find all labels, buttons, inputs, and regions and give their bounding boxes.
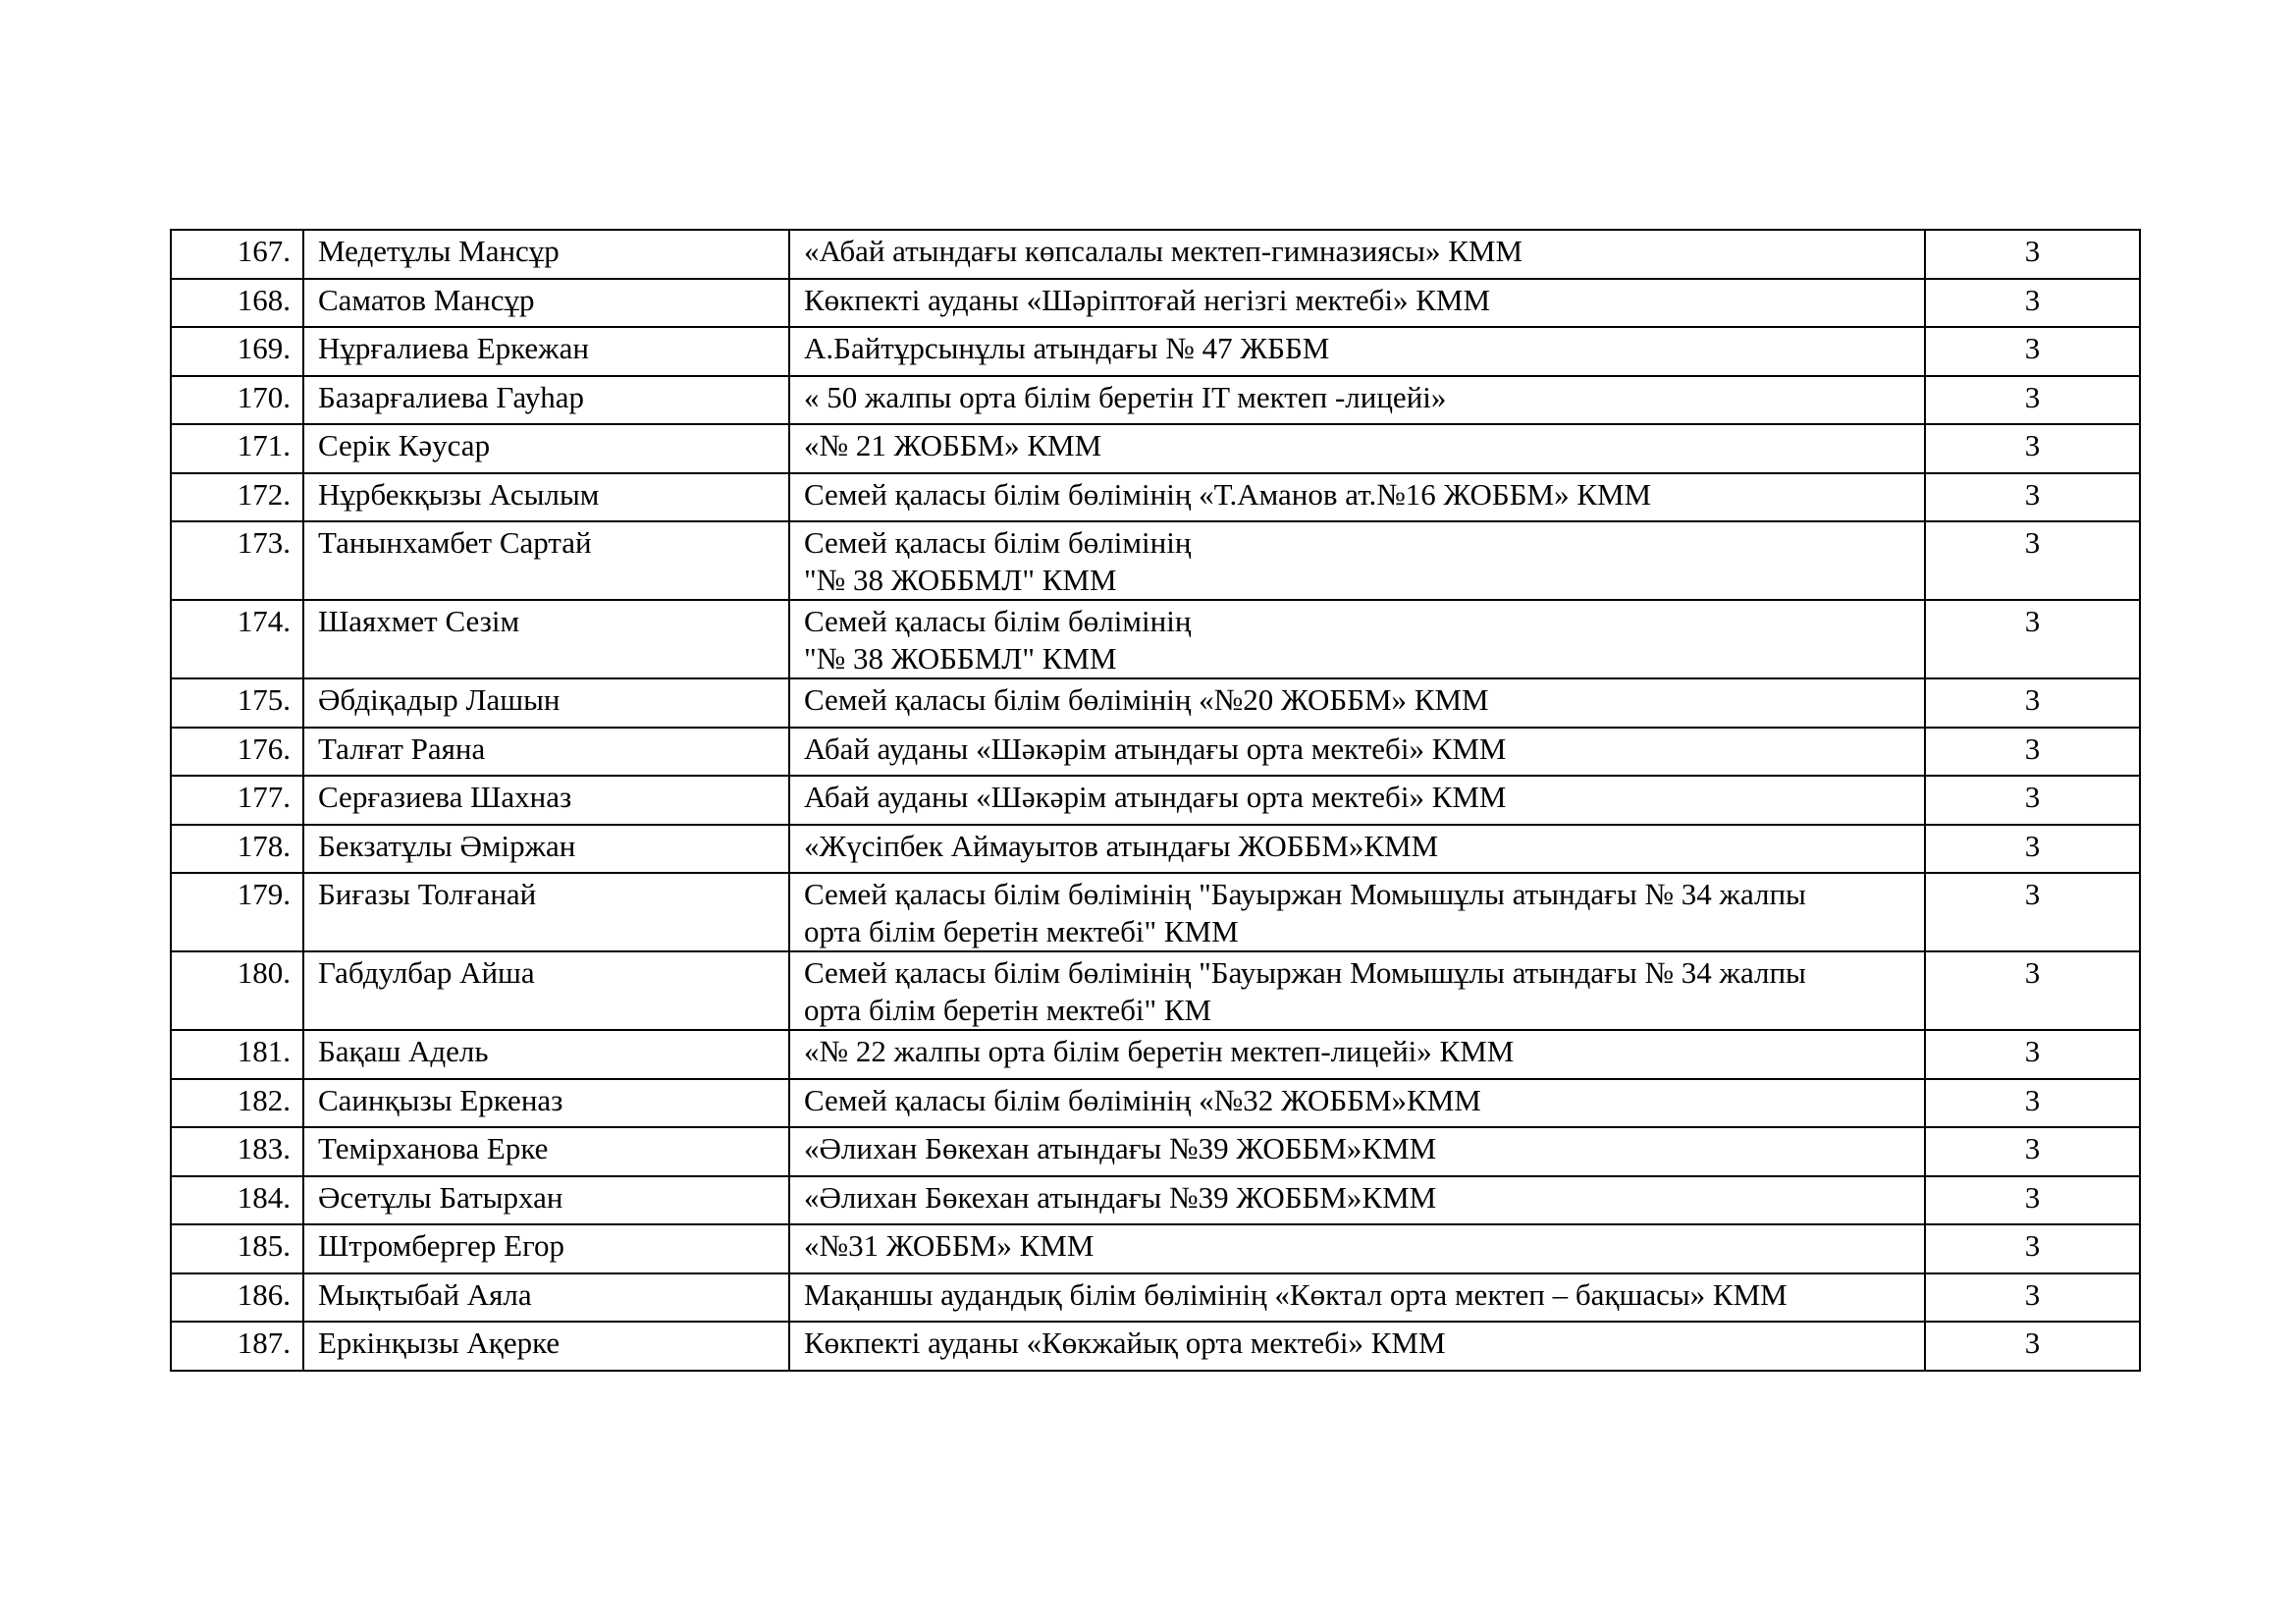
score: 3 (1925, 1273, 2140, 1323)
school-name (789, 1127, 1925, 1176)
score: 3 (1925, 230, 2140, 279)
school-name-line: Семей қаласы білім бөлімінің "Бауыржан Момышұлы атындағы № 34 жалпы (804, 877, 1806, 911)
school-name-line: орта білім беретін мектебі" КМ (804, 993, 1212, 1027)
school-name-line: Семей қаласы білім бөлімінің «№32 ЖОББМ»КММ (804, 1082, 1481, 1117)
score: 3 (1925, 728, 2140, 777)
row-number: 182. (171, 1079, 303, 1128)
student-name: Серік Кәусар (303, 424, 789, 473)
school-name (789, 1224, 1925, 1273)
student-name: Талғат Раяна (303, 728, 789, 777)
row-number: 171. (171, 424, 303, 473)
table-row (171, 1322, 2140, 1371)
score: 3 (1925, 424, 2140, 473)
row-number: 176. (171, 728, 303, 777)
row-number: 185. (171, 1224, 303, 1273)
score: 3 (1925, 521, 2140, 600)
school-name-line: Семей қаласы білім бөлімінің (804, 604, 1192, 638)
row-number: 172. (171, 473, 303, 522)
score: 3 (1925, 376, 2140, 425)
table-row (171, 327, 2140, 376)
table-row (171, 951, 2140, 1030)
score: 3 (1925, 600, 2140, 678)
score: 3 (1925, 1030, 2140, 1079)
student-name: Мықтыбай Аяла (303, 1273, 789, 1323)
table-row (171, 1127, 2140, 1176)
row-number: 173. (171, 521, 303, 600)
table-row (171, 1273, 2140, 1323)
score: 3 (1925, 327, 2140, 376)
school-name (789, 951, 1925, 1030)
row-number: 175. (171, 678, 303, 728)
row-number: 167. (171, 230, 303, 279)
student-name: Бекзатұлы Әміржан (303, 825, 789, 874)
row-number: 187. (171, 1322, 303, 1371)
score: 3 (1925, 1224, 2140, 1273)
row-number: 168. (171, 279, 303, 328)
student-name: Темірханова Ерке (303, 1127, 789, 1176)
school-name-line: Көкпекті ауданы «Көкжайық орта мектебі» КММ (804, 1326, 1446, 1360)
student-name: Саматов Мансұр (303, 279, 789, 328)
school-name-line: «Жүсіпбек Аймауытов атындағы ЖОББМ»КММ (804, 828, 1439, 863)
student-name: Нұрбекқызы Асылым (303, 473, 789, 522)
score: 3 (1925, 1176, 2140, 1225)
student-name: Танынхамбет Сартай (303, 521, 789, 600)
school-name (789, 873, 1925, 951)
table-row (171, 279, 2140, 328)
table-row (171, 1224, 2140, 1273)
school-name (789, 1176, 1925, 1225)
school-name (789, 1322, 1925, 1371)
student-name: Саинқызы Еркеназ (303, 1079, 789, 1128)
school-name-line: «Әлихан Бөкехан атындағы №39 ЖОББМ»КММ (804, 1131, 1437, 1165)
school-name (789, 473, 1925, 522)
table-row (171, 776, 2140, 825)
student-name: Бақаш Адель (303, 1030, 789, 1079)
school-name-line: Абай ауданы «Шәкәрім атындағы орта мектебі» КММ (804, 780, 1507, 814)
score: 3 (1925, 473, 2140, 522)
student-name: Базарғалиева Гауһар (303, 376, 789, 425)
school-name-line: "№ 38 ЖОББМЛ" КММ (804, 563, 1117, 597)
table-row (171, 1079, 2140, 1128)
school-name (789, 230, 1925, 279)
row-number: 183. (171, 1127, 303, 1176)
school-name (789, 678, 1925, 728)
school-name-line: «Әлихан Бөкехан атындағы №39 ЖОББМ»КММ (804, 1179, 1437, 1215)
school-name (789, 279, 1925, 328)
row-number: 186. (171, 1273, 303, 1323)
table-row (171, 1176, 2140, 1225)
student-name: Штромбергер Егор (303, 1224, 789, 1273)
score: 3 (1925, 1322, 2140, 1371)
table-row (171, 521, 2140, 600)
school-name-line: Семей қаласы білім бөлімінің «№20 ЖОББМ» КММ (804, 682, 1489, 717)
school-name (789, 728, 1925, 777)
row-number: 179. (171, 873, 303, 951)
school-name-line: А.Байтұрсынұлы атындағы № 47 ЖББМ (804, 331, 1330, 365)
student-name: Әсетұлы Батырхан (303, 1176, 789, 1225)
row-number: 184. (171, 1176, 303, 1225)
school-name (789, 825, 1925, 874)
school-name (789, 776, 1925, 825)
school-name-line: «Абай атындағы көпсалалы мектеп-гимназиясы» КММ (804, 234, 1523, 268)
school-name-line: Семей қаласы білім бөлімінің (804, 525, 1192, 560)
school-name (789, 521, 1925, 600)
row-number: 177. (171, 776, 303, 825)
school-name (789, 600, 1925, 678)
participants-table (170, 229, 2141, 1372)
table-row (171, 376, 2140, 425)
row-number: 169. (171, 327, 303, 376)
score: 3 (1925, 1127, 2140, 1176)
school-name-line: Семей қаласы білім бөлімінің "Бауыржан Момышұлы атындағы № 34 жалпы (804, 955, 1806, 990)
school-name-line: «№ 21 ЖОББМ» КММ (804, 428, 1102, 462)
school-name (789, 327, 1925, 376)
table-body (171, 230, 2140, 1371)
student-name: Медетұлы Мансұр (303, 230, 789, 279)
row-number: 174. (171, 600, 303, 678)
school-name-line: «№ 22 жалпы орта білім беретін мектеп-лицейі» КММ (804, 1034, 1515, 1068)
school-name (789, 376, 1925, 425)
student-name: Шаяхмет Сезім (303, 600, 789, 678)
score: 3 (1925, 951, 2140, 1030)
school-name (789, 424, 1925, 473)
row-number: 178. (171, 825, 303, 874)
school-name (789, 1079, 1925, 1128)
school-name-line: Абай ауданы «Шәкәрім атындағы орта мектебі» КММ (804, 731, 1507, 766)
score: 3 (1925, 825, 2140, 874)
student-name: Әбдіқадыр Лашын (303, 678, 789, 728)
school-name-line: орта білім беретін мектебі" КММ (804, 914, 1239, 948)
table-row (171, 230, 2140, 279)
score: 3 (1925, 776, 2140, 825)
table-row (171, 1030, 2140, 1079)
student-name: Габдулбар Айша (303, 951, 789, 1030)
score: 3 (1925, 1079, 2140, 1128)
school-name-line: Семей қаласы білім бөлімінің «Т.Аманов ат.№16 ЖОББМ» КММ (804, 476, 1652, 512)
school-name-line: Көкпекті ауданы «Шәріптоғай негізгі мектебі» КММ (804, 282, 1491, 317)
school-name (789, 1273, 1925, 1323)
school-name-line: Мақаншы аудандық білім бөлімінің «Көктал орта мектеп – бақшасы» КММ (804, 1276, 1788, 1312)
row-number: 170. (171, 376, 303, 425)
school-name-line: «№31 ЖОББМ» КММ (804, 1228, 1095, 1263)
table-row (171, 825, 2140, 874)
table-row (171, 678, 2140, 728)
student-name: Нұрғалиева Еркежан (303, 327, 789, 376)
student-name: Серғазиева Шахназ (303, 776, 789, 825)
school-name-line: "№ 38 ЖОББМЛ" КММ (804, 641, 1117, 676)
table-row (171, 873, 2140, 951)
table-row (171, 600, 2140, 678)
row-number: 180. (171, 951, 303, 1030)
row-number: 181. (171, 1030, 303, 1079)
table-row (171, 728, 2140, 777)
table-row (171, 424, 2140, 473)
score: 3 (1925, 678, 2140, 728)
student-name: Еркінқызы Ақерке (303, 1322, 789, 1371)
student-name: Биғазы Толғанай (303, 873, 789, 951)
score: 3 (1925, 873, 2140, 951)
school-name-line: « 50 жалпы орта білім беретін IT мектеп -лицейі» (804, 379, 1447, 414)
score: 3 (1925, 279, 2140, 328)
school-name (789, 1030, 1925, 1079)
table-row (171, 473, 2140, 522)
